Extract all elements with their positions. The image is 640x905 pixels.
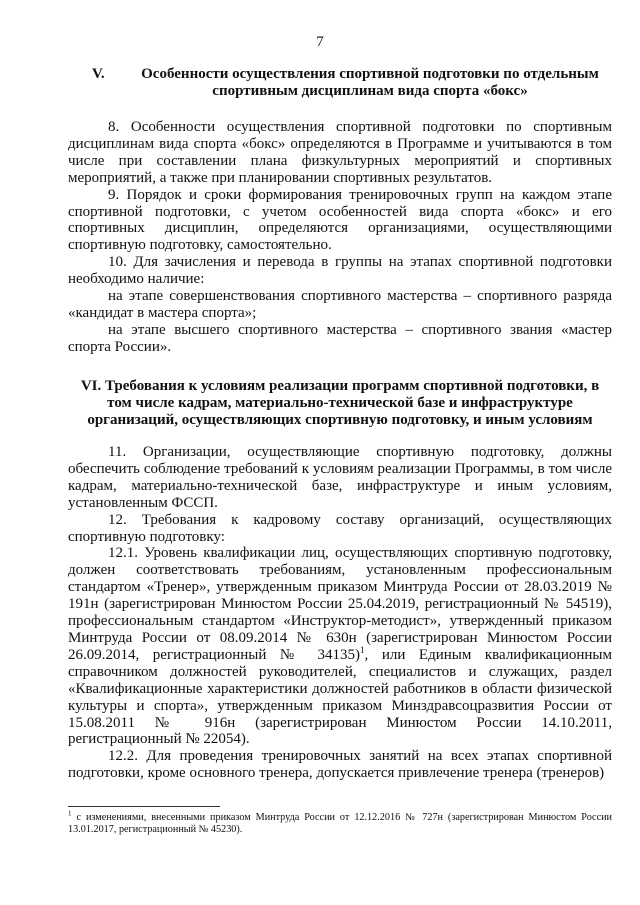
section-v-number: V. bbox=[92, 66, 105, 82]
section-vi-heading: VI. Требования к условиям реализации программ спортивной подготовки, в том числе кадрам, материально-технической базе и инфраструктуре организаций, осуществляющих спортивную подготовку, и иным условиям bbox=[80, 378, 600, 429]
paragraph-11: 11. Организации, осуществляющие спортивную подготовку, должны обеспечить соблюдение требований к условиям реализации Программы, в том числе кадрам, материально-технической базе, инфраструктуре и иным условиям, установленным ФССП. bbox=[68, 444, 612, 511]
paragraph-10-item-2: на этапе высшего спортивного мастерства – спортивного звания «мастер спорта России». bbox=[68, 321, 612, 355]
page-number: 7 bbox=[316, 34, 324, 50]
paragraph-10-item-1: на этапе совершенствования спортивного мастерства – спортивного разряда «кандидат в мастера спорта»; bbox=[68, 288, 612, 321]
paragraph-12-1 bbox=[68, 545, 612, 748]
paragraph-9: 9. Порядок и сроки формирования тренировочных групп на каждом этапе спортивной подготовки, с учетом особенностей вида спорта «бокс» и его спортивных дисциплин, определяются организациями, осуществляющими спортивную подготовку, самостоятельно. bbox=[68, 186, 612, 254]
section-v-heading bbox=[68, 66, 612, 100]
section-v-title: Особенности осуществления спортивной подготовки по отдельным спортивным дисциплинам вида спорта «бокс» bbox=[141, 66, 599, 99]
footnote bbox=[68, 809, 612, 837]
paragraph-12-2: 12.2. Для проведения тренировочных занятий на всех этапах спортивной подготовки, кроме основного тренера, допускается привлечение тренера (тренеров) bbox=[68, 748, 612, 782]
paragraph-12-1-text-b: , или Единым квалификационным справочником должностей руководителей, специалистов и служащих, раздел «Квалификационные характеристики должностей работников в области физической культуры и спорта», утвержденным приказом Минздравсоцразвития России от 15.08.2011 № 916н (зарегистрирован Минюстом России 14.10.2011, регистрационный № 22054). bbox=[68, 646, 612, 748]
footnote-divider bbox=[68, 806, 220, 807]
paragraph-12: 12. Требования к кадровому составу организаций, осуществляющих спортивную подготовку: bbox=[68, 511, 612, 545]
footnote-ref: 1 bbox=[360, 644, 365, 655]
section-v-body bbox=[68, 119, 612, 356]
footnote-mark: 1 bbox=[68, 809, 72, 818]
paragraph-10: 10. Для зачисления и перевода в группы на этапах спортивной подготовки необходимо наличие: bbox=[68, 254, 612, 288]
paragraph-8: 8. Особенности осуществления спортивной подготовки по спортивным дисциплинам вида спорта «бокс» определяются в Программе и учитываются в том числе при составлении плана физкультурных мероприятий и спортивных мероприятий, а также при планировании спортивных результатов. bbox=[68, 119, 612, 186]
footnote-text: с изменениями, внесенными приказом Минтруда России от 12.12.2016 № 727н (зарегистрирован Минюстом России 13.01.2017, регистрационный № 45230). bbox=[68, 812, 612, 836]
paragraph-12-1-text-a: 12.1. Уровень квалификации лиц, осуществляющих спортивную подготовку, должен соответствовать требованиям, установленным профессиональным стандартом «Тренер», утвержденным приказом Минтруда России от 28.03.2019 № 191н (зарегистрирован Минюстом России 25.04.2019, регистрационный № 54519), профессиональным стандартом «Инструктор-методист», утвержденный приказом Минтруда России от 08.09.2014 № 630н (зарегистрирован Минюстом России 26.09.2014, регистрационный № 34135) bbox=[68, 545, 612, 663]
section-vi-body bbox=[68, 444, 612, 782]
